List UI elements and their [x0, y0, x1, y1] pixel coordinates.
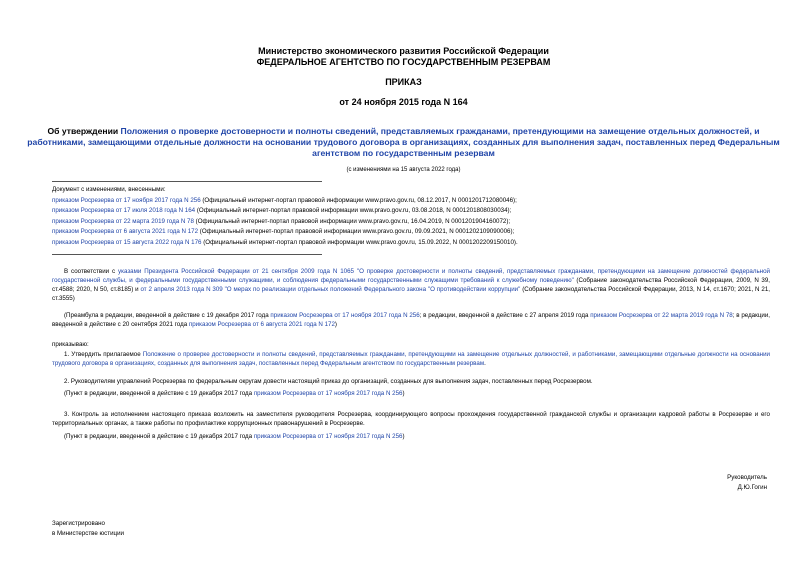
- item-text: 1. Утвердить прилагаемое: [64, 351, 143, 358]
- preamble-text: (Собрание законодательства Российской Федерации, 2013, N 14, ст.1670; 2021, N 21, ст.3555): [52, 286, 770, 302]
- presidential-decree-link[interactable]: указами Президента Российской Федерации от 21 сентября 2009 года N 1065 "О проверке достоверности и полноты сведений, представляемых гражданами, претендующими на замещение должностей федеральной государственной службы, и федеральными государственными служащими, и соблюдения федеральными государственными служащими требований к служебному поведению": [52, 268, 770, 284]
- note-text: ): [402, 390, 405, 397]
- order-256-link[interactable]: приказом Росрезерва от 17 ноября 2017 года N 256: [253, 390, 403, 397]
- signatory-position: Руководитель: [727, 474, 767, 481]
- item-text: .: [484, 360, 486, 367]
- document-type: ПРИКАЗ: [385, 77, 422, 87]
- ministry-name: Министерство экономического развития Российской Федерации: [258, 46, 549, 56]
- preamble-edit-note: [52, 311, 770, 329]
- amendment-link[interactable]: приказом Росрезерва от 6 августа 2021 года N 172: [52, 228, 199, 235]
- item-3: 3. Контроль за исполнением настоящего приказа возложить на заместителя руководителя Росрезерва, координирующего вопросы прохождения государственной гражданской службы и организации кадровой работы в Росрезерве и его территориальных органах, а также работы по профилактике коррупционных правонарушений в Росрезерве.: [52, 411, 770, 427]
- item-2-note: [52, 389, 770, 398]
- amendment-link[interactable]: приказом Росрезерва от 17 ноября 2017 года N 256: [52, 196, 201, 204]
- amendment-text: (Официальный интернет-портал правовой информации www.pravo.gov.ru, 03.08.2018, N 0001201808030034);: [195, 207, 512, 214]
- agency-name: ФЕДЕРАЛЬНОЕ АГЕНТСТВО ПО ГОСУДАРСТВЕННЫМ РЕЗЕРВАМ: [256, 57, 551, 67]
- divider-bottom: [52, 254, 322, 255]
- order-172-link[interactable]: приказом Росрезерва от 6 августа 2021 года N 172: [188, 321, 335, 328]
- preamble-text: (Собрание законодательства Российской Федерации, 2009, N 39, ст.4588; 2020, N 50, ст.8185) и: [52, 277, 770, 293]
- note-text: ; в редакции, введенной в действие с 20 сентября 2021 года: [52, 312, 771, 328]
- amendments-intro: Документ с изменениями, внесенными:: [52, 186, 166, 193]
- order-word: приказываю:: [52, 341, 89, 348]
- order-256-link[interactable]: приказом Росрезерва от 17 ноября 2017 года N 256: [270, 312, 420, 319]
- amendment-text: (Официальный интернет-портал правовой информации www.pravo.gov.ru, 09.09.2021, N 0001202109090006);: [198, 228, 515, 235]
- note-text: ): [334, 321, 337, 328]
- amendment-item: [52, 227, 772, 238]
- divider-top: [52, 181, 322, 182]
- amendment-text: (Официальный интернет-портал правовой информации www.pravo.gov.ru, 16.04.2019, N 0001201904160072);: [193, 217, 511, 225]
- note-text: ; в редакции, введенной в действие с 27 апреля 2019 года: [419, 312, 591, 319]
- note-text: ): [402, 433, 405, 440]
- amendment-link[interactable]: приказом Росрезерва от 17 июля 2018 года N 164: [52, 207, 196, 214]
- signature-block: [727, 473, 767, 493]
- document-title: [20, 126, 787, 159]
- note-text: (Пункт в редакции, введенной в действие с 19 декабря 2017 года: [64, 433, 254, 440]
- item-2: 2. Руководителям управлений Росрезерва по федеральным округам довести настоящий приказ до организаций, созданных для выполнения задач, поставленных перед Росрезервом.: [64, 378, 593, 385]
- document-date: от 24 ноября 2015 года N 164: [339, 97, 468, 107]
- preamble-text: В соответствии с: [64, 268, 119, 275]
- amendment-text: (Официальный интернет-портал правовой информации www.pravo.gov.ru, 08.12.2017, N 0001201712080046);: [200, 196, 517, 204]
- amendment-text: (Официальный интернет-портал правовой информации www.pravo.gov.ru, 15.09.2022, N 0001202209150010).: [201, 238, 518, 246]
- regulation-link[interactable]: Положение о проверке достоверности и полноты сведений, представляемых гражданами, претендующими на замещение отдельных должностей, и работниками, замещающими отдельные должности на основании трудового договора в организациях, созданных для выполнения задач, поставленных перед Федеральным агентством по государственным резервам: [52, 351, 770, 367]
- note-text: (Пункт в редакции, введенной в действие с 19 декабря 2017 года: [64, 390, 254, 397]
- item-3-note: [52, 432, 770, 441]
- order-256-link[interactable]: приказом Росрезерва от 17 ноября 2017 года N 256: [253, 433, 403, 440]
- amendment-link[interactable]: приказом Росрезерва от 15 августа 2022 года N 176: [52, 238, 202, 246]
- preamble-paragraph: [52, 267, 770, 303]
- amendments-list: [52, 185, 772, 248]
- registration-block: [52, 519, 124, 539]
- note-text: (Преамбула в редакции, введенной в действие с 19 декабря 2017 года: [64, 312, 271, 319]
- amendment-item: [52, 206, 772, 217]
- item-1: [52, 350, 770, 368]
- title-regulation-link[interactable]: Положения о проверке достоверности и полноты сведений, представляемых гражданами, претендующими на замещение отдельных должностей, и работниками, замещающими отдельные должности на основании трудового договора в организациях, созданных для выполнения задач, поставленных перед Федеральным агентством по государственным резервам: [27, 126, 780, 158]
- title-prefix: Об утверждении: [47, 126, 121, 136]
- revision-note: (с изменениями на 15 августа 2022 года): [346, 167, 461, 173]
- registration-line: в Министерстве юстиции: [52, 530, 125, 537]
- amendment-item: [52, 217, 772, 228]
- signatory-name: Д.Ю.Гогин: [737, 484, 767, 491]
- amendment-item: [52, 238, 772, 249]
- order-78-link[interactable]: приказом Росрезерва от 22 марта 2019 года N 78: [590, 312, 733, 319]
- registration-line: Зарегистрировано: [52, 520, 105, 527]
- decree-309-link[interactable]: от 2 апреля 2013 года N 309 "О мерах по реализации отдельных положений Федерального закона "О противодействии коррупции": [140, 286, 521, 293]
- amendment-item: [52, 196, 772, 207]
- amendment-link[interactable]: приказом Росрезерва от 22 марта 2019 года N 78: [52, 217, 194, 225]
